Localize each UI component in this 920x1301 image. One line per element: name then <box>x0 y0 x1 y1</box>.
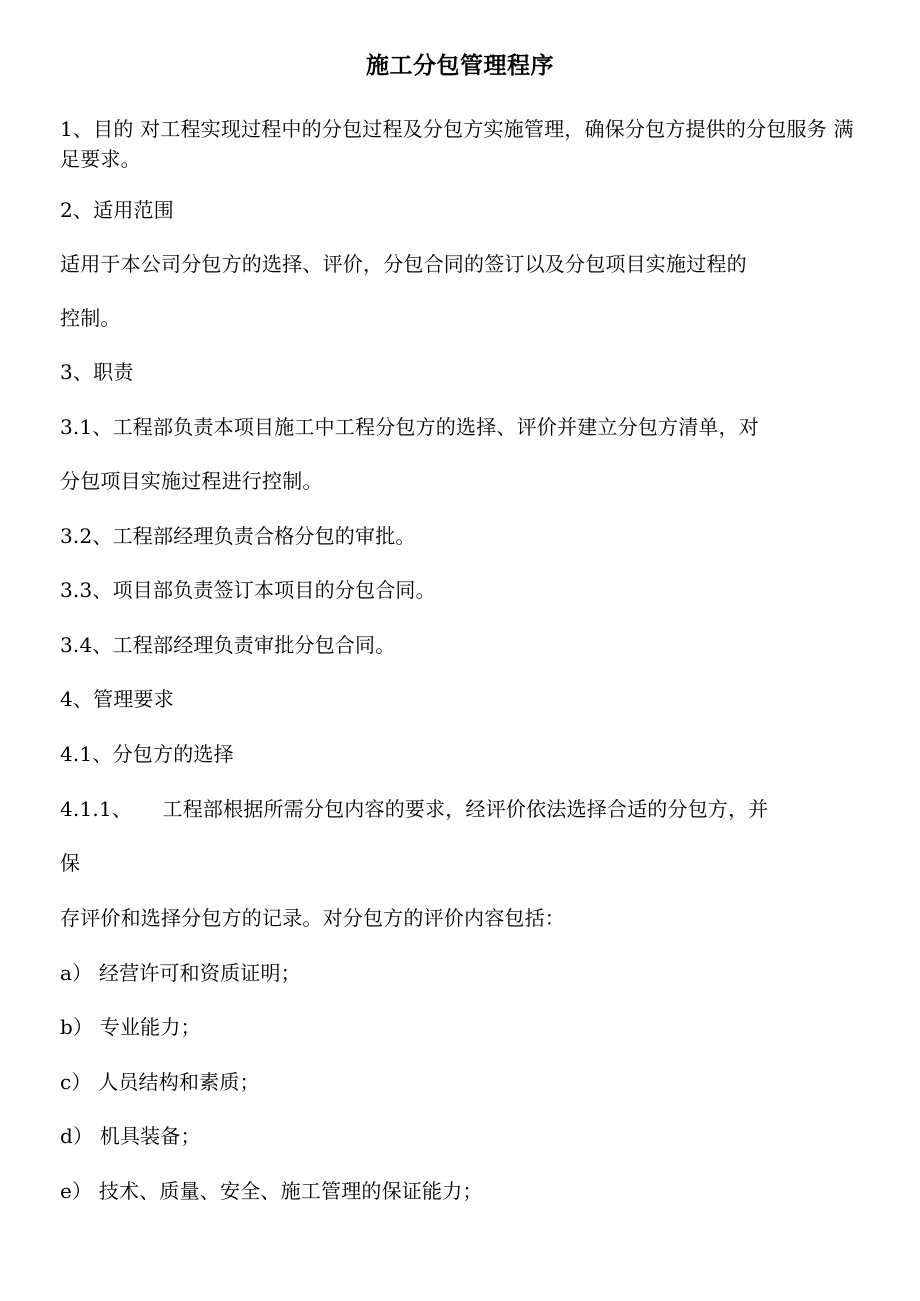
paragraph-3-2: 3.2、工程部经理负责合格分包的审批。 <box>60 524 416 548</box>
paragraph-purpose: 1、目的 对工程实现过程中的分包过程及分包方实施管理，确保分包方提供的分包服务 满足要求。 <box>60 117 854 171</box>
heading-scope: 2、适用范围 <box>60 198 174 222</box>
paragraph-3-1-line-2: 分包项目实施过程进行控制。 <box>60 469 323 493</box>
list-item-a: a） 经营许可和资质证明； <box>60 961 301 985</box>
list-item-c: c） 人员结构和素质； <box>60 1070 260 1094</box>
paragraph-4-1-1-line-3: 存评价和选择分包方的记录。对分包方的评价内容包括： <box>60 906 565 930</box>
paragraph-scope-line-2: 控制。 <box>60 306 121 330</box>
heading-responsibilities: 3、职责 <box>60 360 134 384</box>
list-item-e: e） 技术、质量、安全、施工管理的保证能力； <box>60 1179 483 1203</box>
paragraph-3-1-line-1: 3.1、工程部负责本项目施工中工程分包方的选择、评价并建立分包方清单，对 <box>60 415 760 439</box>
paragraph-4-1-1-line-1: 4.1.1、 工程部根据所需分包内容的要求，经评价依法选择合适的分包方，并 <box>60 797 769 821</box>
paragraph-3-3: 3.3、项目部负责签订本项目的分包合同。 <box>60 578 436 602</box>
paragraph-scope-line-1: 适用于本公司分包方的选择、评价，分包合同的签订以及分包项目实施过程的 <box>60 252 747 276</box>
heading-4-1: 4.1、分包方的选择 <box>60 742 234 766</box>
heading-management-requirements: 4、管理要求 <box>60 687 174 711</box>
paragraph-4-1-1-line-2: 保 <box>60 851 81 875</box>
list-item-b: b） 专业能力； <box>60 1015 201 1039</box>
document-title: 施工分包管理程序 <box>366 53 554 79</box>
list-item-d: d） 机具装备； <box>60 1124 201 1148</box>
paragraph-3-4: 3.4、工程部经理负责审批分包合同。 <box>60 633 396 657</box>
